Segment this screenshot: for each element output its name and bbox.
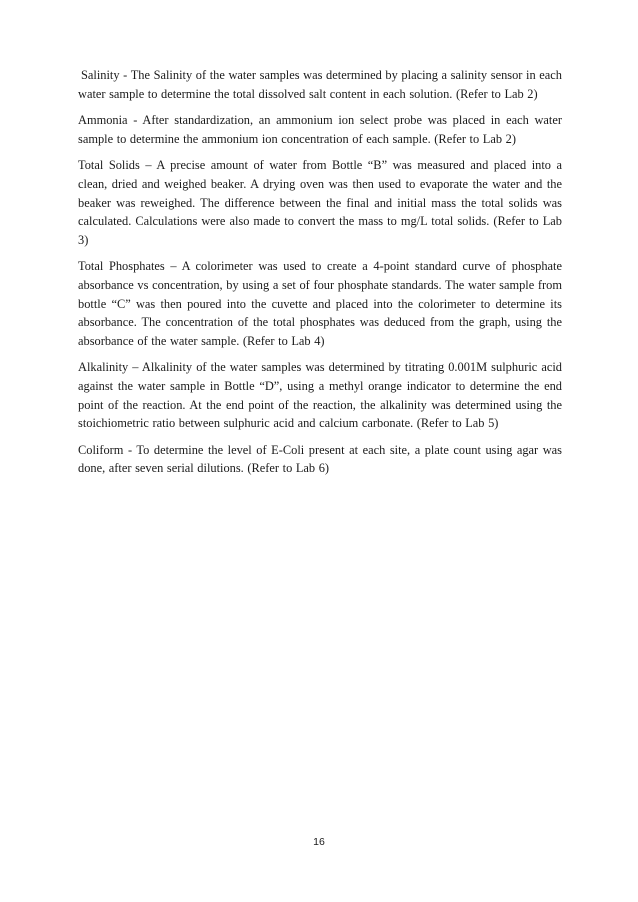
paragraph-salinity: Salinity - The Salinity of the water samples was determined by placing a salinity sensor in each water sample to determine the total dissolved salt content in each solution. (Refer to Lab 2) (78, 68, 562, 101)
paragraph-total-solids: Total Solids – A precise amount of water from Bottle “B” was measured and placed into a clean, dried and weighed beaker. A drying oven was then used to evaporate the water and the beaker was reweighed. The difference between the final and initial mass the total solids was calculated. Calculations were also made to convert the mass to mg/L total solids. (Refer to Lab 3) (78, 158, 562, 247)
paragraph-ammonia: Ammonia - After standardization, an ammonium ion select probe was placed in each water sample to determine the ammonium ion concentration of each sample. (Refer to Lab 2) (78, 113, 562, 146)
page-content (78, 66, 562, 486)
paragraph-total-phosphates: Total Phosphates – A colorimeter was used to create a 4-point standard curve of phosphate absorbance vs concentration, by using a set of four phosphate standards. The water sample from bottle “C” was then poured into the cuvette and placed into the colorimeter to determine its absorbance. The concentration of the total phosphates was deduced from the graph, using the absorbance of the water sample. (Refer to Lab 4) (78, 259, 562, 348)
paragraph-coliform: Coliform - To determine the level of E-Coli present at each site, a plate count using agar was done, after seven serial dilutions. (Refer to Lab 6) (78, 442, 562, 476)
page-number: 16 (313, 836, 325, 848)
paragraph-alkalinity: Alkalinity – Alkalinity of the water samples was determined by titrating 0.001M sulphuric acid against the water sample in Bottle “D”, using a methyl orange indicator to determine the end point of the reaction. At the end point of the reaction, the alkalinity was determined using the stoichiometric ratio between sulphuric acid and calcium carbonate. (Refer to Lab 5) (78, 360, 562, 431)
